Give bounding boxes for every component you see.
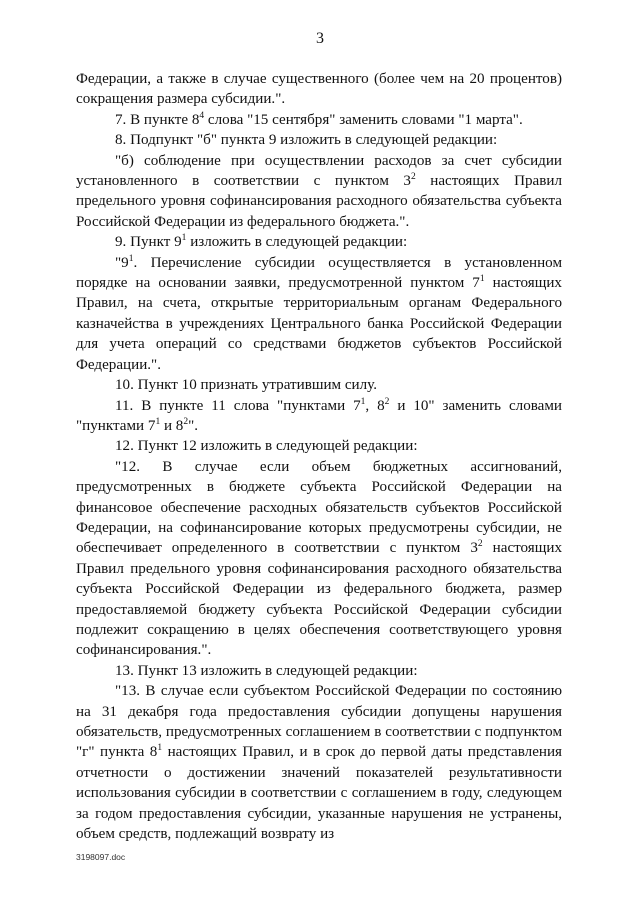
paragraph-item7: [76, 110, 562, 130]
text-run: "13. В случае если субъектом Российской Федерации по состоянию на 31 декабря года предоставления субсидии допущены нарушения обязательств, предусмотренных соглашением в соответствии с подпунктом "г" пункта 8: [76, 683, 562, 761]
text-run: Федерации, а также в случае существенного (более чем на 20 процентов) сокращения размера субсидии.".: [76, 71, 562, 108]
document-body: [76, 69, 562, 844]
text-run: слова "15 сентября" заменить словами "1 марта".: [204, 111, 523, 128]
superscript: 2: [384, 396, 390, 407]
text-run: настоящих Правил, и в срок до первой даты представления отчетности о достижении значений показателей результативности использования субсидии в соответствии с соглашением в году, следующем за годом предоставления субсидии, указанные нарушения не устранены, объем средств, подлежащий возврату из: [76, 744, 562, 843]
paragraph-item8: [76, 130, 562, 150]
text-run: настоящих Правил предельного уровня софинансирования расходного обязательства субъекта Российской Федерации из федерального бюджета, размер предоставляемой бюджету субъекта Российской Федерации субсидии подлежит сокращению в целях обеспечения соответствующего уровня софинансирования.".: [76, 540, 562, 659]
paragraph-item12: [76, 436, 562, 456]
text-run: 8. Подпункт "б" пункта 9 изложить в следующей редакции:: [115, 132, 498, 149]
superscript: 2: [183, 416, 189, 427]
paragraph-item11: [76, 396, 562, 437]
text-run: 13. Пункт 13 изложить в следующей редакции:: [115, 662, 418, 679]
superscript: 1: [181, 233, 187, 244]
paragraph-item10: [76, 375, 562, 395]
text-run: 9. Пункт 9: [115, 234, 182, 251]
superscript: 4: [199, 110, 205, 121]
paragraph-item8-text: [76, 151, 562, 233]
superscript: 1: [155, 416, 161, 427]
superscript: 2: [477, 539, 483, 550]
text-run: 7. В пункте 8: [115, 111, 200, 128]
paragraph-item13: [76, 661, 562, 681]
paragraph-item9-text: [76, 253, 562, 375]
superscript: 1: [128, 253, 134, 264]
text-run: 12. Пункт 12 изложить в следующей редакции:: [115, 438, 418, 455]
paragraph-item9: [76, 232, 562, 252]
superscript: 1: [360, 396, 366, 407]
text-run: "9: [115, 254, 129, 271]
text-run: настоящих Правил, на счета, открытые территориальным органам Федерального казначейства в учреждениях Центрального банка Российской Федерации для учета операций со средствами бюджетов субъектов Российской Федерации.".: [76, 275, 562, 373]
text-run: "б) соблюдение при осуществлении расходов за счет субсидии установленного в соответствии с пунктом 3: [76, 152, 562, 190]
text-run: . Перечисление субсидии осуществляется в установленном порядке на основании заявки, предусмотренной пунктом 7: [76, 254, 562, 292]
text-run: , 8: [365, 397, 385, 414]
superscript: 1: [157, 743, 163, 754]
text-run: изложить в следующей редакции:: [186, 234, 408, 251]
page-number: 3: [316, 30, 324, 47]
text-run: и 10" заменить словами "пунктами 7: [76, 397, 562, 434]
text-run: ".: [188, 417, 199, 434]
text-run: 11. В пункте 11 слова "пунктами 7: [115, 397, 361, 414]
document-file-code: 3198097.doc: [76, 852, 126, 862]
text-run: настоящих Правил предельного уровня софинансирования расходного обязательства субъекта Российской Федерации из федерального бюджета.".: [76, 173, 562, 230]
text-run: и 8: [160, 417, 184, 434]
superscript: 2: [410, 172, 416, 183]
paragraph-item13-text: [76, 681, 562, 844]
paragraph-item12-text: [76, 457, 562, 661]
superscript: 1: [479, 274, 485, 285]
text-run: 10. Пункт 10 признать утратившим силу.: [115, 377, 377, 394]
paragraph-cont: [76, 69, 562, 110]
text-run: "12. В случае если объем бюджетных ассигнований, предусмотренных в бюджете субъекта Российской Федерации на финансовое обеспечение расходных обязательств субъектов Российской Федерации, на софинансирование которых предусмотрены субсидии, не обеспечивает определенного в соответствии с пунктом 3: [76, 458, 562, 557]
